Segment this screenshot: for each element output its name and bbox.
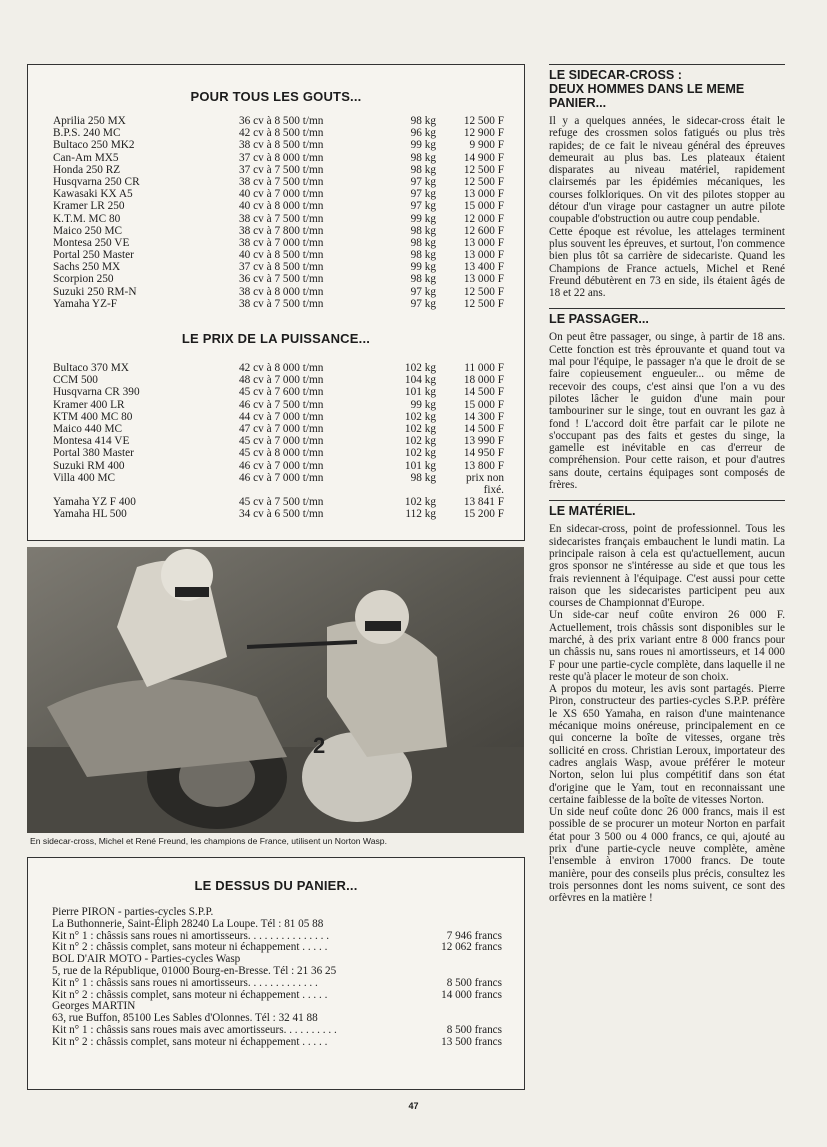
cell-model: Maico 250 MC [53,224,123,237]
cell-model: Husqvarna CR 390 [53,386,140,399]
cell-price: 13 000 F [463,273,504,286]
kit-price: 12 062 francs [441,941,502,954]
cell-weight: 99 kg [410,398,436,411]
table-row [53,249,504,261]
table-row [53,298,504,310]
cell-model: K.T.M. MC 80 [53,212,121,225]
table-row [53,484,504,496]
kit-label: Kit n° 2 : châssis complet, sans moteur ni échappement . . . . . [52,1035,328,1048]
kits-list [52,907,502,1049]
cell-model: Suzuki RM 400 [53,459,125,472]
cell-power: 47 cv à 7 000 t/mn [239,422,324,435]
cell-price: 12 500 F [463,115,504,127]
cell-power: 46 cv à 7 000 t/mn [239,471,324,484]
cell-power: 46 cv à 7 000 t/mn [239,459,324,472]
table-row [53,374,504,386]
cell-price: 9 900 F [469,139,504,152]
cell-model: Maico 440 MC [53,422,123,435]
cell-price: 14 500 F [463,386,504,399]
cell-power: 38 cv à 7 500 t/mn [239,297,324,310]
cell-model: Aprilia 250 MX [53,115,126,127]
supplier-name: BOL D'AIR MOTO - Parties-cycles Wasp [52,953,241,966]
cell-weight: 96 kg [410,127,436,140]
supplier-address: 63, rue Buffon, 85100 Les Sables d'Olonnes. Tél : 32 41 88 [52,1012,318,1025]
cell-weight: 101 kg [404,386,436,399]
cell-power: 38 cv à 8 500 t/mn [239,139,324,152]
table-row [53,496,504,508]
table-row [53,200,504,212]
cell-weight: 102 kg [404,422,436,435]
cell-price: 13 800 F [463,459,504,472]
cell-price: 12 500 F [463,297,504,310]
cell-price: 14 300 F [463,410,504,423]
table2-title: LE PRIX DE LA PUISSANCE... [181,331,371,346]
kit-row [52,1025,502,1037]
cell-model: Bultaco 250 MK2 [53,139,135,152]
cell-model: Kawasaki KX A5 [53,188,133,201]
cell-model: Yamaha YZ F 400 [53,496,136,509]
cell-weight: 99 kg [410,261,436,274]
cell-power: 48 cv à 7 000 t/mn [239,374,324,387]
cell-model [53,484,239,496]
cell-model: B.P.S. 240 MC [53,127,121,140]
cell-model: KTM 400 MC 80 [53,410,133,423]
cell-price: 15 000 F [463,200,504,213]
cell-price: 12 900 F [463,127,504,140]
kit-price: 14 000 francs [441,988,502,1001]
cell-model: Kramer LR 250 [53,200,125,213]
table1-title: POUR TOUS LES GOUTS... [190,89,362,104]
section-body: On peut être passager, ou singe, à partir de 18 ans. Cette fonction est très éprouvante et quand tout va mal pour l'équipe, le passager n'a que le droit de se faire copieusement engueuler... ou même de recevoir des coups, c'est ainsi que l'on a vu des pilotes lâcher le guidon d'une main pour tambouriner sur le singe, tout en ouvrant les gaz à fond ! L'accord doit être parfait car le pilote ne s'occupant pas des faits et gestes du singe, la gamelle est inévitable en cas d'erreur de compréhension. Pour cette raison, et pour d'autres sans doute, certains équipages sont composés de frères. [549,331,785,492]
table-row [53,152,504,164]
kit-label: Kit n° 2 : châssis complet, sans moteur ni échappement . . . . . [52,941,328,954]
cell-power: 38 cv à 7 500 t/mn [239,212,324,225]
cell-weight: 98 kg [410,249,436,262]
cell-weight: 98 kg [410,163,436,176]
cell-price: fixé. [483,483,504,496]
kit-price: 8 500 francs [446,1023,502,1036]
table1 [53,115,504,310]
cell-price: 14 950 F [463,447,504,460]
cell-weight [391,484,436,496]
supplier-name: Georges MARTIN [52,1000,136,1013]
kit-label: Kit n° 1 : châssis sans roues ni amortisseurs. . . . . . . . . . . . . . . [52,929,329,942]
cell-power: 36 cv à 8 500 t/mn [239,115,324,127]
supplier-address: 5, rue de la République, 01000 Bourg-en-Bresse. Tél : 21 36 25 [52,964,337,977]
cell-model: Montesa 250 VE [53,236,130,249]
table-row [53,435,504,447]
table-row [53,176,504,188]
section-title: LE PASSAGER... [549,308,785,326]
section-body: Il y a quelques années, le sidecar-cross était le refuge des crossmen solos fatigués ou plus très rapides; de ce fait le niveau général des épreuves demeurait au plus bas. Les plateaux étaient disparates au niveau matériel, rapidement clairsemés par les épidémies mécaniques, les courses folkloriques. On vit des pilotes stopper au détour d'un virage pour castagner un autre pilote coupable d'obstruction ou autre coup pendable. Cette époque est révolue, les attelages terminent plus souvent les épreuves, et surtout, l'on commence bien plus tôt sa carrière de sidecariste. Quand les Champions de France actuels, Michel et René Freund débutèrent en 73 en side, ils étaient âgés de 18 et 22 ans. [549,115,785,300]
section-body: En sidecar-cross, point de professionnel. Tous les sidecaristes français embauchent le lundi matin. La principale raison à cela est qu'actuellement, aucun gros sponsor ne s'intéresse au side et que tous les frais reviennent à l'équipage. C'est aussi pour cette raison que les sidecaristes participent peu aux courses de Championnat d'Europe. Un side-car neuf coûte environ 26 000 F. Actuellement, trois châssis sont disponibles sur le marché, à des prix variant entre 8 000 francs pour un châssis nu, sans roues ni amortisseurs, et 14 000 F pour une partie-cycle complète, dans laquelle il ne reste qu'à placer le moteur de son choix. A propos du moteur, les avis sont partagés. Pierre Piron, constructeur des parties-cycles S.P.P. préfère le XS 650 Yamaha, en raison d'une maintenance mécanique moins onéreuse, principalement en ce qui concerne la boîte de vitesses, organe très sollicité en cross. Christian Leroux, importateur des cadres anglais Wasp, avoue préférer le moteur Norton, selon lui plus compétitif dans son état d'origine que le Yam, tout en reconnaissant une certaine faiblesse de la boîte de vitesses Norton. Un side neuf coûte donc 26 000 francs, mais il est possible de se procurer un moteur Norton en parfait état pour 3 500 ou 4 000 francs, ce qui, ajouté au prix d'une partie-cycle neuve complète, amène l'ensemble à environ 17000 francs. De toute manière, pour des conseils plus précis, consultez les trois personnes dont les noms suivent, ce sont des orfèvres en la matière ! [549,523,785,905]
cell-model: Montesa 414 VE [53,435,130,448]
cell-price: 18 000 F [463,374,504,387]
cell-weight: 102 kg [404,496,436,509]
cell-price: 12 600 F [463,224,504,237]
cell-price: 13 841 F [463,496,504,509]
cell-power: 34 cv à 6 500 t/mn [239,508,324,521]
cell-model: Kramer 400 LR [53,398,125,411]
supplier-address: La Buthonnerie, Saint-Éliph 28240 La Loupe. Tél : 81 05 88 [52,917,324,930]
table-row [53,273,504,285]
cell-model: Honda 250 RZ [53,163,121,176]
cell-price: 13 000 F [463,188,504,201]
section-title: LE MATÉRIEL. [549,500,785,518]
cell-weight: 104 kg [404,374,436,387]
table-row [53,286,504,298]
table-row [53,447,504,459]
cell-weight: 97 kg [410,175,436,188]
table-row [53,411,504,423]
table-row [53,362,504,374]
cell-power: 40 cv à 8 000 t/mn [239,200,324,213]
cell-price: 12 500 F [463,175,504,188]
cell-weight: 98 kg [410,224,436,237]
cell-weight: 97 kg [410,188,436,201]
cell-power: 40 cv à 7 000 t/mn [239,188,324,201]
cell-power: 37 cv à 8 500 t/mn [239,261,324,274]
table-row [53,237,504,249]
cell-price: 15 000 F [463,398,504,411]
cell-power: 38 cv à 7 500 t/mn [239,175,324,188]
table-row [53,261,504,273]
cell-price: 13 990 F [463,435,504,448]
cell-weight: 102 kg [404,435,436,448]
cell-model: Yamaha YZ-F [53,297,118,310]
cell-power: 45 cv à 7 000 t/mn [239,435,324,448]
cell-weight: 98 kg [410,115,436,127]
cell-model: Suzuki 250 RM-N [53,285,137,298]
cell-price: 13 000 F [463,249,504,262]
kit-row [52,1037,502,1049]
cell-model: CCM 500 [53,374,98,387]
cell-weight: 102 kg [404,410,436,423]
cell-power: 38 cv à 7 000 t/mn [239,236,324,249]
cell-weight: 102 kg [404,447,436,460]
kit-label: Kit n° 1 : châssis sans roues mais avec amortisseurs. . . . . . . . . . [52,1023,337,1036]
cell-power: 38 cv à 7 800 t/mn [239,224,324,237]
kits-title: LE DESSUS DU PANIER... [194,878,358,893]
cell-weight: 97 kg [410,200,436,213]
cell-power: 38 cv à 8 000 t/mn [239,285,324,298]
cell-price: 12 500 F [463,163,504,176]
section-title: LE SIDECAR-CROSS : DEUX HOMMES DANS LE MEME PANIER... [549,64,785,110]
cell-power: 40 cv à 8 500 t/mn [239,249,324,262]
cell-power: 42 cv à 8 000 t/mn [239,362,324,374]
cell-model: Can-Am MX5 [53,151,119,164]
sidecar-number: 2 [313,733,326,758]
kit-label: Kit n° 1 : châssis sans roues ni amortisseurs. . . . . . . . . . . . . [52,976,318,989]
cell-model: Scorpion 250 [53,273,114,286]
cell-weight: 101 kg [404,459,436,472]
right-column [549,64,785,905]
cell-power: 45 cv à 7 500 t/mn [239,496,324,509]
cell-weight: 112 kg [405,508,436,521]
cell-model: Husqvarna 250 CR [53,175,140,188]
sidecar-photo [27,547,524,833]
cell-weight: 97 kg [410,297,436,310]
cell-power: 37 cv à 7 500 t/mn [239,163,324,176]
table-row [53,460,504,472]
photo-caption: En sidecar-cross, Michel et René Freund, les champions de France, utilisent un Norton Wasp. [30,836,387,846]
table2 [53,362,504,520]
cell-weight: 98 kg [410,471,436,484]
kit-label: Kit n° 2 : châssis complet, sans moteur ni échappement . . . . . [52,988,328,1001]
cell-model: Villa 400 MC [53,471,116,484]
cell-price: prix non [466,471,504,484]
cell-price: 13 400 F [463,261,504,274]
kit-price: 7 946 francs [446,929,502,942]
kit-price: 8 500 francs [446,976,502,989]
cell-price: 12 000 F [463,212,504,225]
table-row [53,115,504,127]
page-number: 47 [408,1101,419,1111]
table-row [53,139,504,151]
cell-power: 46 cv à 7 500 t/mn [239,398,324,411]
cell-power: 45 cv à 8 000 t/mn [239,447,324,460]
cell-weight: 97 kg [410,285,436,298]
table-row [53,472,504,484]
table-row [53,164,504,176]
table-row [53,386,504,398]
kit-row [52,978,502,990]
kit-price: 13 500 francs [441,1035,502,1048]
cell-model: Yamaha HL 500 [53,508,127,521]
cell-price: 12 500 F [463,285,504,298]
table-row [53,399,504,411]
supplier-name: Pierre PIRON - parties-cycles S.P.P. [52,906,214,918]
cell-model: Portal 380 Master [53,447,134,460]
cell-weight: 98 kg [410,151,436,164]
cell-price: 14 900 F [463,151,504,164]
table-row [53,188,504,200]
price-tables-box [27,64,525,541]
cell-power [239,484,391,496]
cell-price: 11 000 F [464,362,504,374]
cell-price: 15 200 F [463,508,504,521]
cell-power: 45 cv à 7 600 t/mn [239,386,324,399]
cell-weight: 99 kg [410,139,436,152]
cell-weight: 99 kg [410,212,436,225]
cell-price: 13 000 F [463,236,504,249]
table-row [53,225,504,237]
table-row [53,213,504,225]
cell-weight: 98 kg [410,236,436,249]
cell-weight: 102 kg [404,362,436,374]
cell-price: 14 500 F [463,422,504,435]
sidecar-photo-image [27,547,524,833]
cell-model: Sachs 250 MX [53,261,121,274]
cell-power: 44 cv à 7 000 t/mn [239,410,324,423]
cell-power: 36 cv à 7 500 t/mn [239,273,324,286]
table-row [53,423,504,435]
table-row [53,508,504,520]
cell-model: Bultaco 370 MX [53,362,129,374]
table-row [53,127,504,139]
cell-model: Portal 250 Master [53,249,134,262]
cell-weight: 98 kg [410,273,436,286]
cell-power: 42 cv à 8 500 t/mn [239,127,324,140]
cell-power: 37 cv à 8 000 t/mn [239,151,324,164]
